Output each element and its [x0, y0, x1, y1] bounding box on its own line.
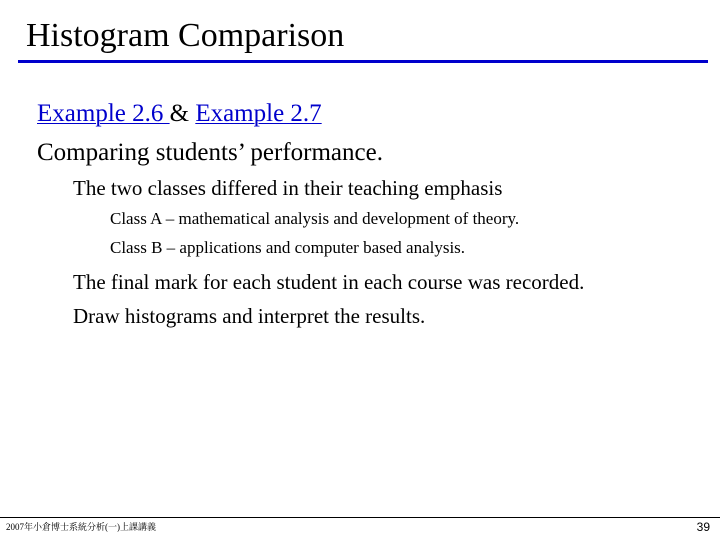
footer-course-label: 2007年小倉博士系統分析(一)上課講義 [6, 522, 156, 532]
bullet-instruction: Draw histograms and interpret the results. [73, 304, 426, 328]
bullet-final-mark: The final mark for each student in each course was recorded. [73, 270, 585, 294]
example-2-6-link[interactable]: Example 2.6 [37, 100, 170, 127]
footer-divider [0, 517, 720, 518]
slide-title: Histogram Comparison [26, 17, 345, 54]
examples-line [37, 98, 322, 130]
bullet-teaching-emphasis: The two classes differed in their teaching emphasis [73, 176, 503, 200]
page-number: 39 [696, 520, 710, 534]
bullet-class-a: Class A – mathematical analysis and development of theory. [110, 209, 520, 228]
examples-joiner: & [169, 100, 196, 127]
subheading: Comparing students’ performance. [37, 139, 383, 166]
example-2-7-link[interactable]: Example 2.7 [195, 100, 322, 127]
bullet-class-b: Class B – applications and computer based analysis. [110, 238, 466, 257]
title-underline [18, 60, 708, 63]
